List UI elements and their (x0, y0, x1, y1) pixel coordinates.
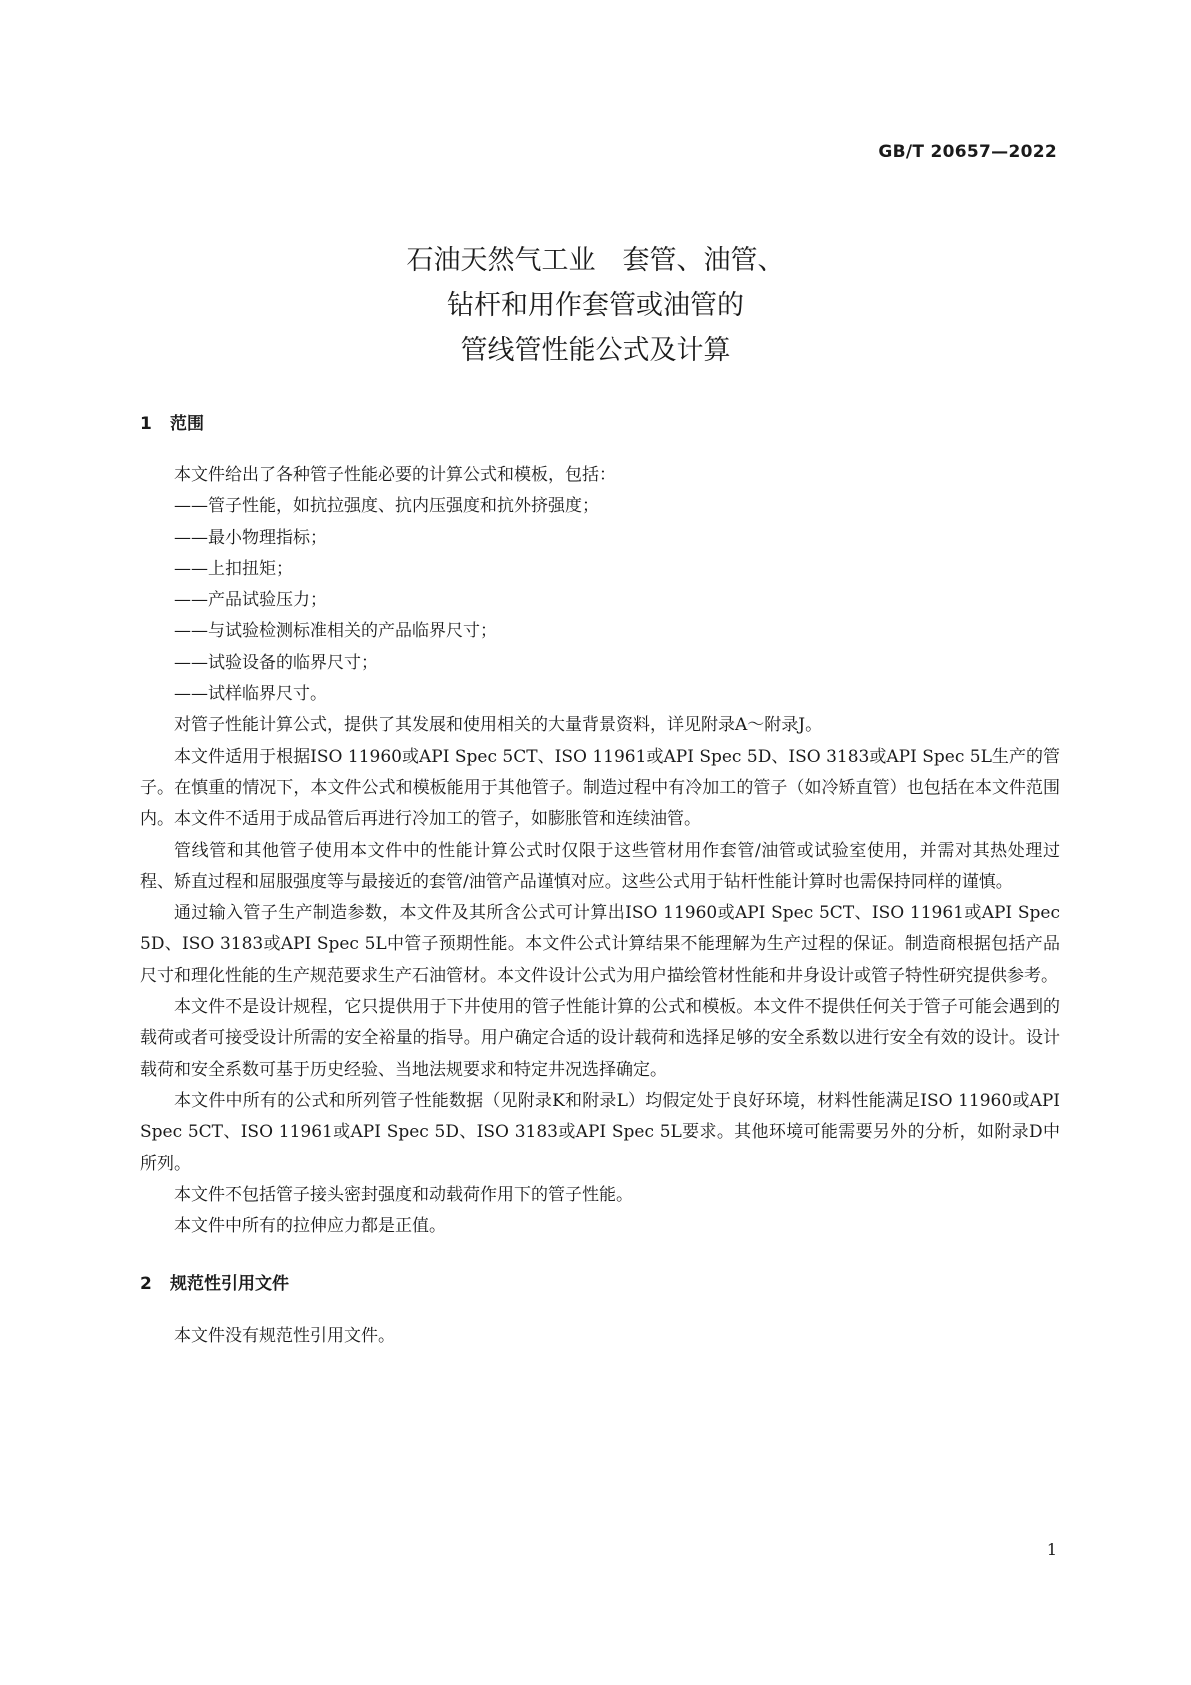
body-paragraph: 通过输入管子生产制造参数，本文件及其所含公式可计算出ISO 11960或API Spec 5CT、ISO 11961或API Spec 5D、ISO 3183或API Spec 5L中管子预期性能。本文件公式计算结果不能理解为生产过程的保证。制造商根据包括产品尺寸和理化性能的生产规范要求生产石油管材。本文件设计公式为用户描绘管材性能和井身设计或管子特性研究提供参考。 (140, 903, 1060, 986)
list-item: ——最小物理指标； (174, 527, 327, 548)
body-paragraph: 本文件中所有的拉伸应力都是正值。 (174, 1216, 446, 1237)
title-line-1: 石油天然气工业 套管、油管、 (406, 245, 785, 276)
list-item: ——试验设备的临界尺寸； (174, 652, 378, 673)
body-paragraph: 对管子性能计算公式，提供了其发展和使用相关的大量背景资料，详见附录A～附录J。 (174, 715, 823, 736)
body-paragraph: 本文件不包括管子接头密封强度和动载荷作用下的管子性能。 (174, 1184, 633, 1205)
body-paragraph: 管线管和其他管子使用本文件中的性能计算公式时仅限于这些管材用作套管/油管或试验室使用，并需对其热处理过程、矫直过程和屈服强度等与最接近的套管/油管产品谨慎对应。这些公式用于钻杆性能计算时也需保持同样的谨慎。 (140, 840, 1060, 892)
section-2-heading (140, 1272, 1060, 1296)
title-line-2: 钻杆和用作套管或油管的 (447, 290, 744, 321)
list-item: ——产品试验压力； (174, 590, 327, 611)
section-1-number: 1 (140, 414, 152, 434)
document-body (140, 412, 1060, 1353)
list-item: ——与试验检测标准相关的产品临界尺寸； (174, 621, 497, 642)
section-2-number: 2 (140, 1274, 152, 1295)
list-item: ——上扣扭矩； (174, 558, 293, 579)
body-paragraph: 本文件没有规范性引用文件。 (174, 1326, 395, 1347)
section-2-title: 规范性引用文件 (170, 1274, 289, 1295)
title-line-3: 管线管性能公式及计算 (460, 335, 731, 366)
body-paragraph: 本文件中所有的公式和所列管子性能数据（见附录K和附录L）均假定处于良好环境，材料性能满足ISO 11960或API Spec 5CT、ISO 11961或API Spec 5D、ISO 3183或API Spec 5L要求。其他环境可能需要另外的分析，如附录D中所列。 (140, 1090, 1060, 1174)
list-item: ——试样临界尺寸。 (174, 684, 327, 705)
section-1-intro: 本文件给出了各种管子性能必要的计算公式和模板，包括： (174, 465, 616, 485)
section-1-heading (140, 412, 1060, 436)
list-item: ——管子性能，如抗拉强度、抗内压强度和抗外挤强度； (174, 496, 599, 517)
document-title (0, 238, 1191, 373)
standard-code: GB/T 20657—2022 (878, 142, 1057, 162)
section-1-title: 范围 (170, 414, 204, 434)
page-number: 1 (1046, 1540, 1057, 1559)
body-paragraph: 本文件适用于根据ISO 11960或API Spec 5CT、ISO 11961或API Spec 5D、ISO 3183或API Spec 5L生产的管子。在慎重的情况下，本文件公式和模板能用于其他管子。制造过程中有冷加工的管子（如冷矫直管）也包括在本文件范围内。本文件不适用于成品管后再进行冷加工的管子，如膨胀管和连续油管。 (140, 746, 1060, 830)
body-paragraph: 本文件不是设计规程，它只提供用于下井使用的管子性能计算的公式和模板。本文件不提供任何关于管子可能会遇到的载荷或者可接受设计所需的安全裕量的指导。用户确定合适的设计载荷和选择足够的安全系数以进行安全有效的设计。设计载荷和安全系数可基于历史经验、当地法规要求和特定井况选择确定。 (140, 997, 1060, 1080)
